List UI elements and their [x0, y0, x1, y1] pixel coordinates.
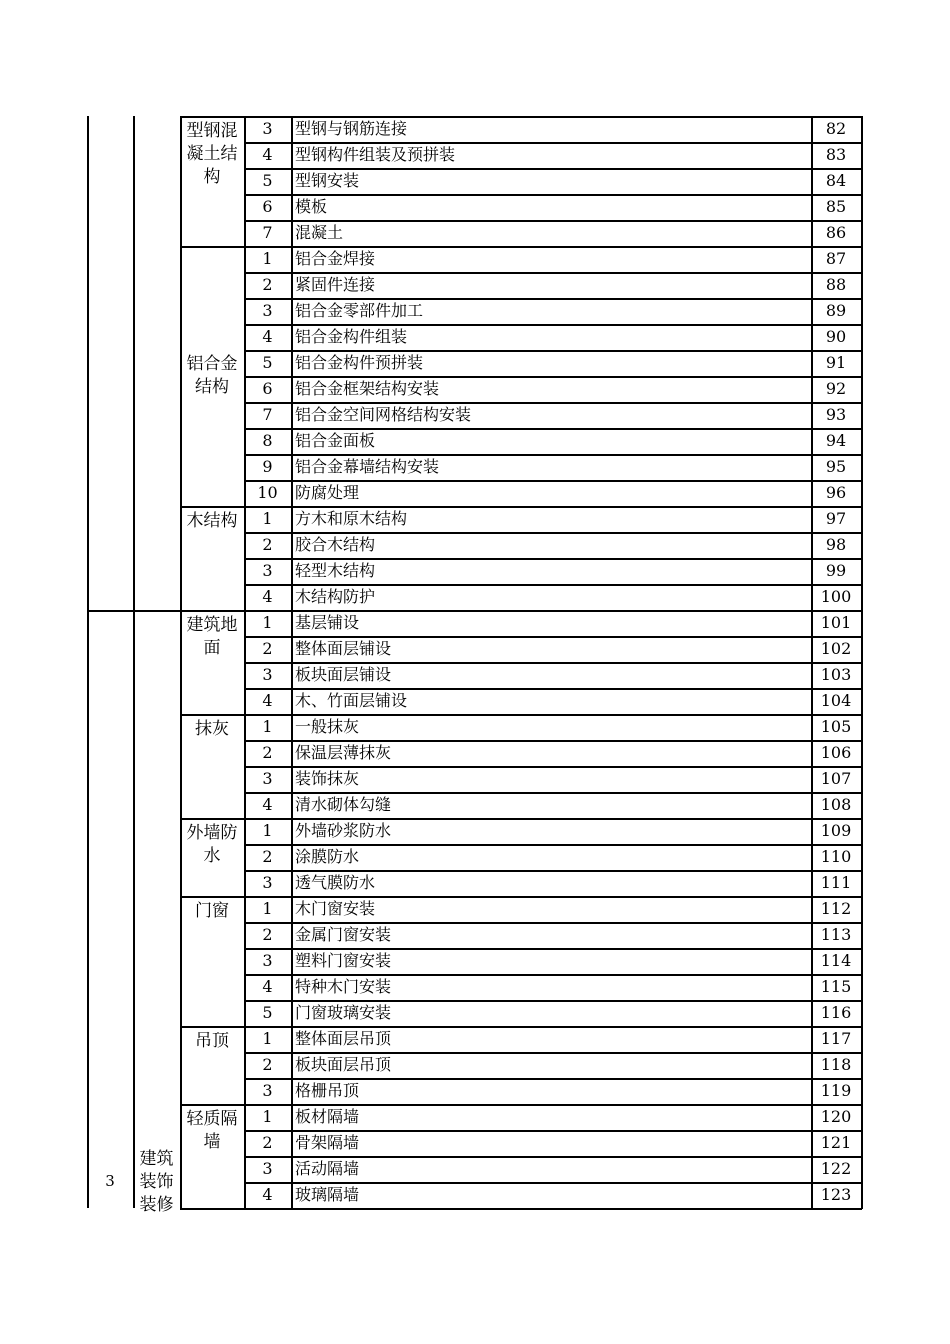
- row-divider: [244, 428, 862, 430]
- group-label: 吊顶: [195, 1031, 229, 1051]
- row-divider: [244, 922, 862, 924]
- row-item-name: 清水砌体勾缝: [295, 795, 392, 814]
- group-divider: [180, 116, 244, 118]
- row-page-number: 82: [825, 119, 847, 138]
- row-number: 1: [262, 1029, 273, 1048]
- row-page-number: 103: [820, 665, 852, 684]
- row-item-name: 模板: [295, 197, 328, 216]
- group-label: 木结构: [186, 511, 238, 531]
- row-page-number: 92: [825, 379, 847, 398]
- row-page-number: 120: [820, 1107, 852, 1126]
- row-page-number: 123: [820, 1185, 852, 1204]
- row-page-number: 83: [825, 145, 847, 164]
- row-item-name: 木门窗安装: [295, 899, 376, 918]
- column-line: [133, 116, 135, 1208]
- row-number: 2: [262, 1133, 273, 1152]
- row-page-number: 90: [825, 327, 847, 346]
- group-divider: [180, 246, 244, 248]
- row-number: 4: [262, 691, 273, 710]
- row-page-number: 105: [820, 717, 852, 736]
- row-page-number: 111: [820, 873, 852, 892]
- row-divider: [244, 1078, 862, 1080]
- column-line: [244, 116, 246, 1209]
- row-divider: [244, 246, 862, 248]
- row-divider: [244, 948, 862, 950]
- row-page-number: 85: [825, 197, 847, 216]
- row-number: 2: [262, 639, 273, 658]
- row-divider: [244, 350, 862, 352]
- row-page-number: 87: [825, 249, 847, 268]
- group-label: 抹灰: [195, 719, 229, 739]
- row-page-number: 94: [825, 431, 847, 450]
- row-page-number: 112: [820, 899, 852, 918]
- row-number: 2: [262, 925, 273, 944]
- row-item-name: 木结构防护: [295, 587, 376, 606]
- row-page-number: 86: [825, 223, 847, 242]
- group-divider: [180, 714, 244, 716]
- row-page-number: 99: [825, 561, 847, 580]
- row-divider: [244, 168, 862, 170]
- group-divider: [180, 506, 244, 508]
- row-divider: [244, 1156, 862, 1158]
- row-number: 2: [262, 847, 273, 866]
- row-item-name: 方木和原木结构: [295, 509, 408, 528]
- row-number: 2: [262, 1055, 273, 1074]
- row-number: 3: [262, 769, 273, 788]
- row-number: 1: [262, 717, 273, 736]
- row-page-number: 96: [825, 483, 847, 502]
- row-item-name: 铝合金面板: [295, 431, 376, 450]
- row-divider: [244, 324, 862, 326]
- row-number: 1: [262, 899, 273, 918]
- group-divider: [180, 896, 244, 898]
- column-line: [87, 116, 89, 1208]
- row-page-number: 115: [820, 977, 852, 996]
- row-item-name: 防腐处理: [295, 483, 360, 502]
- row-divider: [244, 1026, 862, 1028]
- group-divider: [180, 1026, 244, 1028]
- group-label: 轻质隔墙: [186, 1109, 238, 1152]
- row-page-number: 98: [825, 535, 847, 554]
- row-number: 10: [257, 483, 278, 502]
- row-divider: [244, 714, 862, 716]
- column-line: [811, 116, 813, 1209]
- row-item-name: 铝合金构件组装: [295, 327, 408, 346]
- row-item-name: 骨架隔墙: [295, 1133, 360, 1152]
- row-divider: [244, 740, 862, 742]
- row-page-number: 119: [820, 1081, 852, 1100]
- row-number: 9: [262, 457, 273, 476]
- row-page-number: 88: [825, 275, 847, 294]
- row-item-name: 保温层薄抹灰: [295, 743, 392, 762]
- row-divider: [244, 194, 862, 196]
- row-item-name: 铝合金零部件加工: [295, 301, 424, 320]
- row-number: 7: [262, 405, 273, 424]
- row-item-name: 透气膜防水: [295, 873, 376, 892]
- group-label: 型钢混凝土结构: [186, 121, 238, 187]
- row-page-number: 116: [820, 1003, 852, 1022]
- row-number: 3: [262, 561, 273, 580]
- row-page-number: 95: [825, 457, 847, 476]
- row-item-name: 一般抹灰: [295, 717, 360, 736]
- row-item-name: 板材隔墙: [295, 1107, 360, 1126]
- row-number: 7: [262, 223, 273, 242]
- row-number: 4: [262, 327, 273, 346]
- row-item-name: 板块面层铺设: [295, 665, 392, 684]
- row-number: 4: [262, 587, 273, 606]
- row-divider: [244, 142, 862, 144]
- row-page-number: 102: [820, 639, 852, 658]
- row-item-name: 混凝土: [295, 223, 344, 242]
- row-divider: [244, 1208, 862, 1210]
- row-divider: [244, 688, 862, 690]
- row-item-name: 板块面层吊顶: [295, 1055, 392, 1074]
- row-item-name: 特种木门安装: [295, 977, 392, 996]
- row-divider: [244, 532, 862, 534]
- row-item-name: 塑料门窗安装: [295, 951, 392, 970]
- group-divider: [180, 610, 244, 612]
- row-page-number: 84: [825, 171, 847, 190]
- group-divider: [180, 818, 244, 820]
- column-line: [291, 116, 293, 1209]
- row-page-number: 110: [820, 847, 852, 866]
- row-item-name: 玻璃隔墙: [295, 1185, 360, 1204]
- row-item-name: 型钢安装: [295, 171, 360, 190]
- row-divider: [244, 844, 862, 846]
- row-number: 2: [262, 535, 273, 554]
- row-page-number: 108: [820, 795, 852, 814]
- column-line: [861, 116, 863, 1209]
- row-page-number: 89: [825, 301, 847, 320]
- row-item-name: 涂膜防水: [295, 847, 360, 866]
- row-item-name: 外墙砂浆防水: [295, 821, 392, 840]
- row-page-number: 117: [820, 1029, 852, 1048]
- row-divider: [244, 272, 862, 274]
- row-page-number: 122: [820, 1159, 852, 1178]
- row-item-name: 装饰抹灰: [295, 769, 360, 788]
- row-divider: [244, 792, 862, 794]
- row-number: 1: [262, 249, 273, 268]
- section-number: 3: [105, 1172, 115, 1190]
- row-page-number: 91: [825, 353, 847, 372]
- row-item-name: 轻型木结构: [295, 561, 376, 580]
- row-divider: [244, 818, 862, 820]
- section-label: 建筑装饰装修: [139, 1149, 174, 1215]
- row-divider: [244, 870, 862, 872]
- group-label: 外墙防水: [186, 823, 238, 866]
- row-number: 1: [262, 1107, 273, 1126]
- row-number: 4: [262, 795, 273, 814]
- row-number: 3: [262, 1081, 273, 1100]
- row-number: 2: [262, 743, 273, 762]
- row-number: 4: [262, 1185, 273, 1204]
- row-divider: [244, 1130, 862, 1132]
- row-divider: [244, 558, 862, 560]
- row-divider: [244, 766, 862, 768]
- row-divider: [244, 1052, 862, 1054]
- row-page-number: 104: [820, 691, 852, 710]
- row-item-name: 铝合金幕墙结构安装: [295, 457, 440, 476]
- group-label: 门窗: [195, 901, 229, 921]
- row-item-name: 基层铺设: [295, 613, 360, 632]
- row-divider: [244, 402, 862, 404]
- row-divider: [244, 506, 862, 508]
- row-page-number: 107: [820, 769, 852, 788]
- row-page-number: 101: [820, 613, 852, 632]
- row-divider: [244, 1104, 862, 1106]
- row-item-name: 活动隔墙: [295, 1159, 360, 1178]
- row-item-name: 格栅吊顶: [295, 1081, 360, 1100]
- group-divider: [180, 1208, 244, 1210]
- row-divider: [244, 662, 862, 664]
- group-label: 建筑地面: [186, 615, 238, 658]
- row-number: 5: [262, 1003, 273, 1022]
- row-number: 4: [262, 977, 273, 996]
- row-divider: [244, 610, 862, 612]
- row-number: 3: [262, 301, 273, 320]
- row-divider: [244, 974, 862, 976]
- row-item-name: 铝合金框架结构安装: [295, 379, 440, 398]
- row-number: 3: [262, 119, 273, 138]
- row-item-name: 木、竹面层铺设: [295, 691, 408, 710]
- row-item-name: 型钢与钢筋连接: [295, 119, 408, 138]
- group-divider: [180, 1104, 244, 1106]
- row-item-name: 整体面层吊顶: [295, 1029, 392, 1048]
- row-number: 1: [262, 821, 273, 840]
- row-divider: [244, 376, 862, 378]
- row-item-name: 紧固件连接: [295, 275, 376, 294]
- group-label: 铝合金结构: [186, 354, 238, 397]
- row-number: 6: [262, 379, 273, 398]
- row-divider: [244, 636, 862, 638]
- row-item-name: 铝合金空间网格结构安装: [295, 405, 472, 424]
- row-divider: [244, 480, 862, 482]
- row-number: 1: [262, 613, 273, 632]
- row-number: 3: [262, 951, 273, 970]
- row-item-name: 胶合木结构: [295, 535, 376, 554]
- row-item-name: 金属门窗安装: [295, 925, 392, 944]
- row-page-number: 97: [825, 509, 847, 528]
- row-divider: [244, 116, 862, 118]
- row-page-number: 118: [820, 1055, 852, 1074]
- row-divider: [244, 1000, 862, 1002]
- row-page-number: 121: [820, 1133, 852, 1152]
- row-number: 1: [262, 509, 273, 528]
- row-page-number: 109: [820, 821, 852, 840]
- row-divider: [244, 454, 862, 456]
- row-page-number: 93: [825, 405, 847, 424]
- row-number: 5: [262, 353, 273, 372]
- row-number: 3: [262, 665, 273, 684]
- row-number: 3: [262, 1159, 273, 1178]
- row-item-name: 铝合金焊接: [295, 249, 376, 268]
- row-number: 2: [262, 275, 273, 294]
- row-number: 4: [262, 145, 273, 164]
- row-divider: [244, 298, 862, 300]
- row-divider: [244, 220, 862, 222]
- row-number: 5: [262, 171, 273, 190]
- row-page-number: 106: [820, 743, 852, 762]
- row-page-number: 114: [820, 951, 852, 970]
- row-page-number: 100: [820, 587, 852, 606]
- row-item-name: 整体面层铺设: [295, 639, 392, 658]
- row-divider: [244, 584, 862, 586]
- row-divider: [244, 896, 862, 898]
- row-item-name: 门窗玻璃安装: [295, 1003, 392, 1022]
- row-number: 3: [262, 873, 273, 892]
- column-line: [180, 116, 182, 1209]
- row-number: 6: [262, 197, 273, 216]
- row-item-name: 型钢构件组装及预拼装: [295, 145, 456, 164]
- row-number: 8: [262, 431, 273, 450]
- row-page-number: 113: [820, 925, 852, 944]
- row-divider: [244, 1182, 862, 1184]
- row-item-name: 铝合金构件预拼装: [295, 353, 424, 372]
